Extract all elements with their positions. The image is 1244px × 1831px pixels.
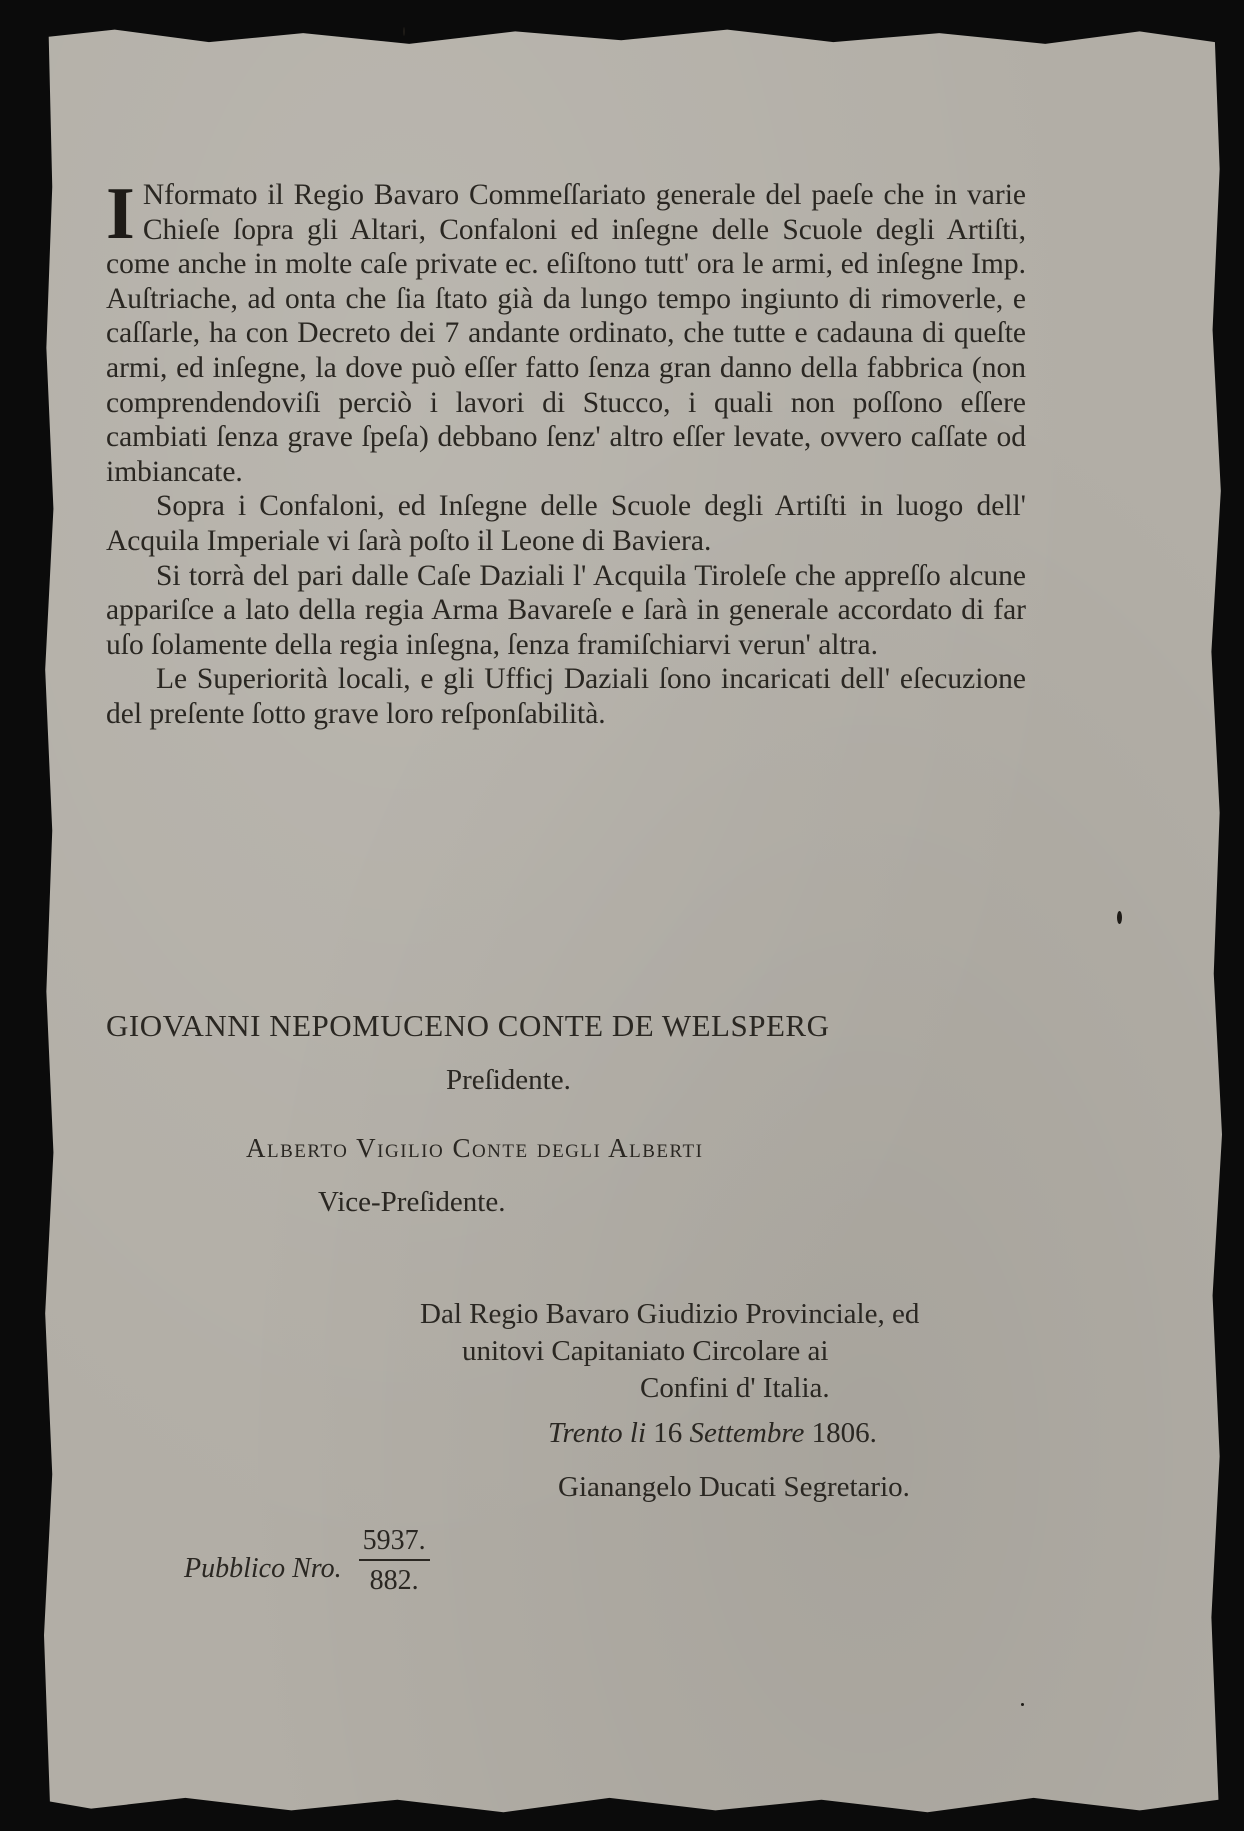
paragraph-2: Sopra i Confaloni, ed Inſegne delle Scuole degli Artiſti in luogo dell' Acquila Imperiale vi ſarà poſto il Leone di Baviera. bbox=[106, 490, 1026, 557]
vice-president-name: Alberto Vigilio Conte degli Alberti bbox=[246, 1133, 704, 1163]
paragraph-1-text: Nformato il Regio Bavaro Commeſſariato generale del paeſe che in varie Chieſe ſopra gli Altari, Confaloni ed inſegne delle Scuole degli Artiſti, come anche in molte caſe private ec. eſiſtono tutt' ora le armi, ed inſegne Imp. Auſtriache, ad onta che ſia ſtato già da lungo tempo ingiunto di rimoverle, e caſſarle, ha con Decreto dei 7 andante ordinato, che tutte e cadauna di queſte armi, ed inſegne, la dove può eſſer fatto ſenza gran danno della fabbrica (non comprendendoviſi perciò i lavori di Stucco, i quali non poſſono eſſere cambiati ſenza grave ſpeſa) debbano ſenz' altro eſſer levate, ovvero caſſate od imbiancate. bbox=[106, 179, 1026, 488]
ink-speck bbox=[1117, 911, 1122, 924]
date-line bbox=[548, 1417, 877, 1450]
date-day: 16 bbox=[653, 1417, 683, 1449]
date-place: Trento li bbox=[548, 1417, 647, 1449]
protocol-label: Pubblico Nro. bbox=[184, 1553, 342, 1584]
protocol-number bbox=[184, 1525, 430, 1597]
drop-cap: I bbox=[106, 173, 135, 255]
paragraph-4: Le Superiorità locali, e gli Ufficj Daziali ſono incaricati dell' eſecuzione del preſente ſotto grave loro reſponſabilità. bbox=[106, 663, 1026, 730]
proclamation-body bbox=[106, 173, 1026, 732]
office-line-2: unitovi Capitaniato Circolare ai bbox=[462, 1335, 829, 1367]
vice-president-role: Vice-Preſidente. bbox=[318, 1186, 506, 1218]
president-name: GIOVANNI NEPOMUCENO CONTE DE WELSPERG bbox=[106, 1008, 830, 1043]
office-line-1: Dal Regio Bavaro Giudizio Provinciale, ed bbox=[420, 1298, 920, 1330]
paragraph-1 bbox=[106, 173, 1026, 489]
ink-speck bbox=[403, 27, 405, 36]
secretary-signature: Gianangelo Ducati Segretario. bbox=[558, 1471, 910, 1503]
protocol-fraction bbox=[359, 1525, 430, 1597]
ink-speck bbox=[1021, 1703, 1024, 1706]
president-role: Preſidente. bbox=[446, 1064, 571, 1096]
protocol-numerator: 5937. bbox=[359, 1525, 430, 1561]
protocol-denominator: 882. bbox=[369, 1565, 419, 1596]
paragraph-3: Si torrà del pari dalle Caſe Daziali l' Acquila Tiroleſe che appreſſo alcune appariſce a lato della regia Arma Bavareſe e ſarà in generale accordato di far uſo ſolamente della regia inſegna, ſenza framiſchiarvi verun' altra. bbox=[106, 559, 1026, 661]
issuing-office bbox=[420, 1296, 1080, 1407]
date-month: Settembre bbox=[689, 1417, 805, 1449]
date-year: 1806. bbox=[811, 1417, 877, 1449]
office-line-3: Confini d' Italia. bbox=[640, 1372, 830, 1404]
